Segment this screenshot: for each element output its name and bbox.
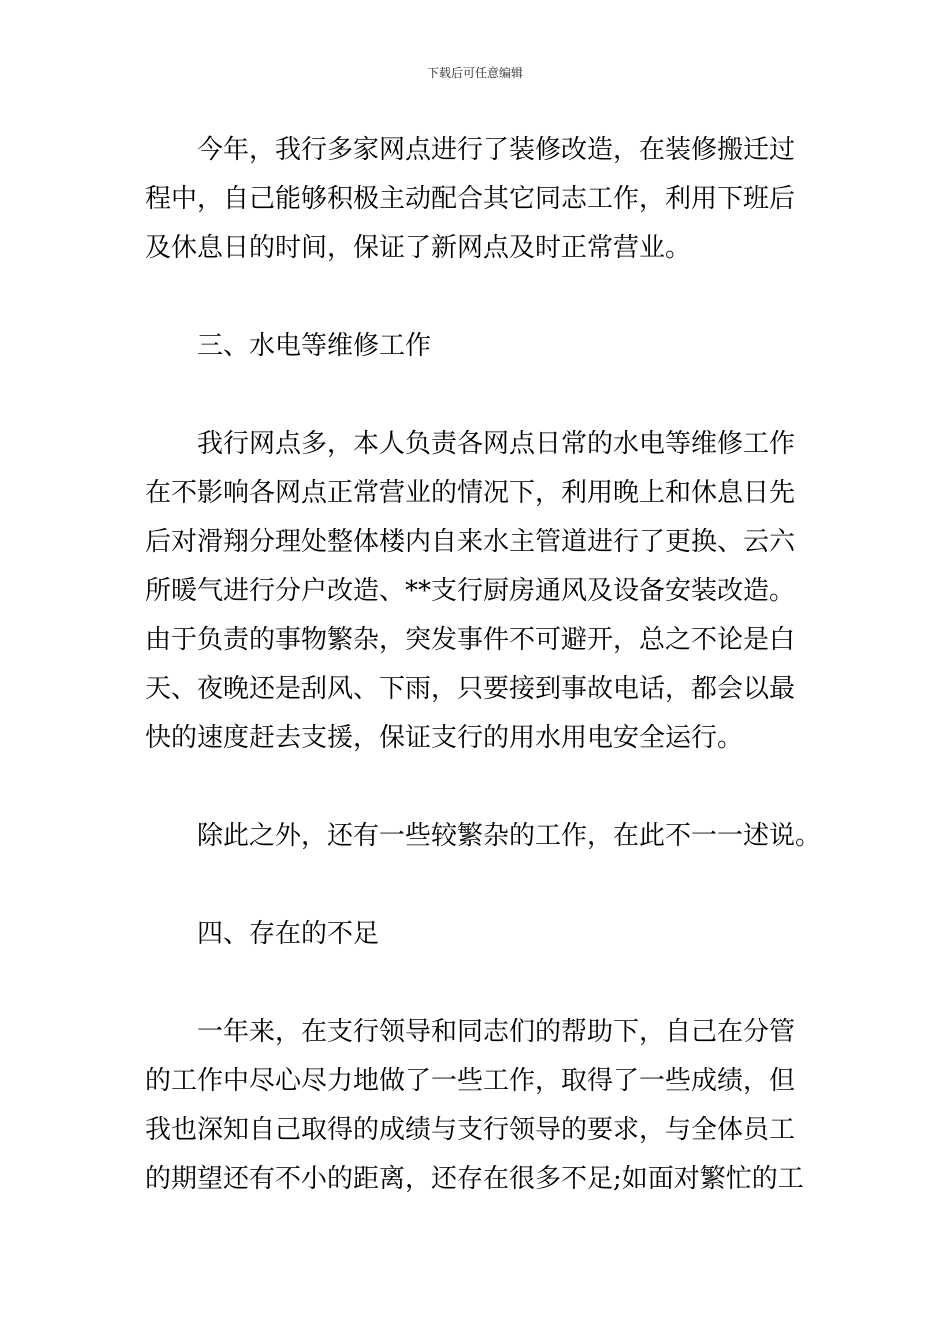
text-line: 天、夜晚还是刮风、下雨，只要接到事故电话，都会以最 [145, 674, 796, 704]
document-body [145, 126, 822, 1204]
paragraph-gap [145, 861, 810, 910]
text-line: 我也深知自己取得的成绩与支行领导的要求，与全体员工 [145, 1115, 796, 1145]
paragraph-maintenance [145, 420, 810, 763]
section-heading-shortcomings [145, 910, 810, 959]
paragraph-shortcomings [145, 1008, 810, 1204]
paragraph-gap [145, 959, 810, 1008]
text-line: 除此之外，还有一些较繁杂的工作，在此不一一述说。 [197, 821, 822, 851]
text-line: 在不影响各网点正常营业的情况下，利用晚上和休息日先 [145, 478, 796, 508]
text-line: 的期望还有不小的距离，还存在很多不足;如面对繁忙的工 [145, 1164, 804, 1194]
section-heading-maintenance [145, 322, 810, 371]
text-line: 我行网点多，本人负责各网点日常的水电等维修工作 [197, 429, 796, 459]
text-line: 所暖气进行分户改造、**支行厨房通风及设备安装改造。 [145, 576, 796, 606]
paragraph-renovation [145, 126, 810, 273]
text-line: 程中，自己能够积极主动配合其它同志工作，利用下班后 [145, 184, 796, 214]
text-line: 今年，我行多家网点进行了装修改造，在装修搬迁过 [197, 135, 796, 165]
text-line: 的工作中尽心尽力地做了一些工作，取得了一些成绩，但 [145, 1066, 796, 1096]
text-line: 后对滑翔分理处整体楼内自来水主管道进行了更换、云六 [145, 527, 796, 557]
section-heading: 三、水电等维修工作 [197, 331, 432, 361]
text-line: 由于负责的事物繁杂，突发事件不可避开，总之不论是白 [145, 625, 796, 655]
section-heading: 四、存在的不足 [197, 919, 380, 949]
paragraph-gap [145, 273, 810, 322]
paragraph-other-work [145, 812, 822, 861]
text-line: 一年来，在支行领导和同志们的帮助下，自己在分管 [197, 1017, 796, 1047]
paragraph-gap [145, 763, 810, 812]
page-header: 下载后可任意编辑 [426, 66, 523, 80]
text-line: 快的速度赶去支援，保证支行的用水用电安全运行。 [145, 723, 744, 753]
text-line: 及休息日的时间，保证了新网点及时正常营业。 [145, 233, 692, 263]
paragraph-gap [145, 371, 810, 420]
